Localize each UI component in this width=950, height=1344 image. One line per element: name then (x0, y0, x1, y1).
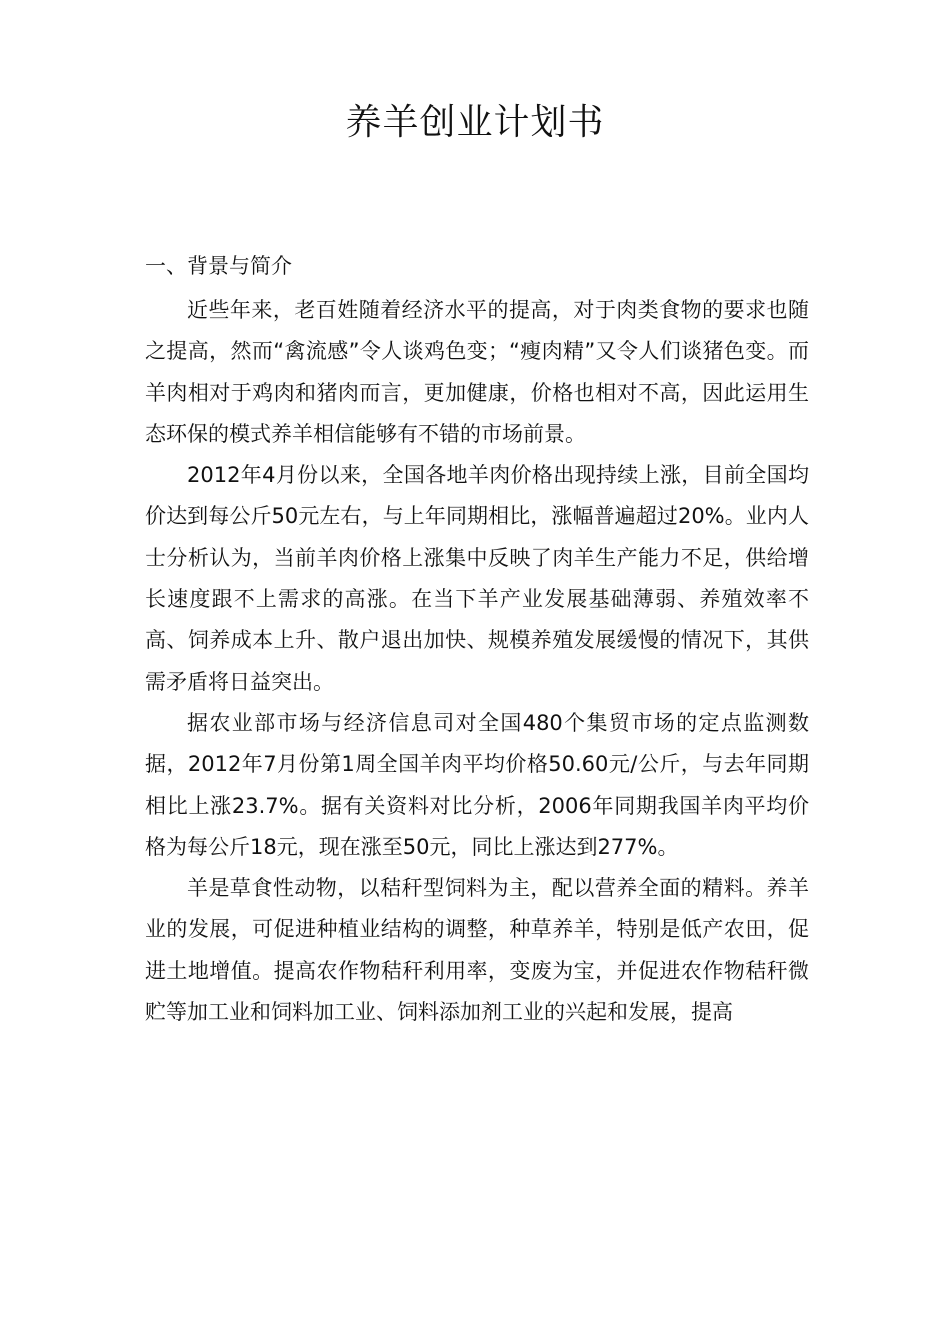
document-title: 养羊创业计划书 (345, 102, 605, 143)
paragraph-4: 羊是草食性动物，以秸秆型饲料为主，配以营养全面的精料。养羊业的发展，可促进种植业结构的调整，种草养羊，特别是低产农田，促进土地增值。提高农作物秸秆利用率，变废为宝，并促进农作物秸秆微贮等加工业和饲料加工业、饲料添加剂工业的兴起和发展，提高 (145, 876, 809, 1025)
section-heading: 一、背景与简介 (145, 254, 292, 278)
paragraph-2: 2012年4月份以来，全国各地羊肉价格出现持续上涨，目前全国均价达到每公斤50元左右，与上年同期相比，涨幅普遍超过20%。业内人士分析认为，当前羊肉价格上涨集中反映了肉羊生产能力不足，供给增长速度跟不上需求的高涨。在当下羊产业发展基础薄弱、养殖效率不高、饲养成本上升、散户退出加快、规模养殖发展缓慢的情况下，其供需矛盾将日益突出。 (145, 463, 809, 694)
paragraph-3: 据农业部市场与经济信息司对全国480个集贸市场的定点监测数据，2012年7月份第1周全国羊肉平均价格50.60元/公斤，与去年同期相比上涨23.7%。据有关资料对比分析，2006年同期我国羊肉平均价格为每公斤18元，现在涨至50元，同比上涨达到277%。 (145, 710, 809, 859)
document-body (145, 290, 809, 1033)
paragraph-1: 近些年来，老百姓随着经济水平的提高，对于肉类食物的要求也随之提高，然而“禽流感”令人谈鸡色变；“瘦肉精”又令人们谈猪色变。而羊肉相对于鸡肉和猪肉而言，更加健康，价格也相对不高，因此运用生态环保的模式养羊相信能够有不错的市场前景。 (145, 298, 809, 446)
